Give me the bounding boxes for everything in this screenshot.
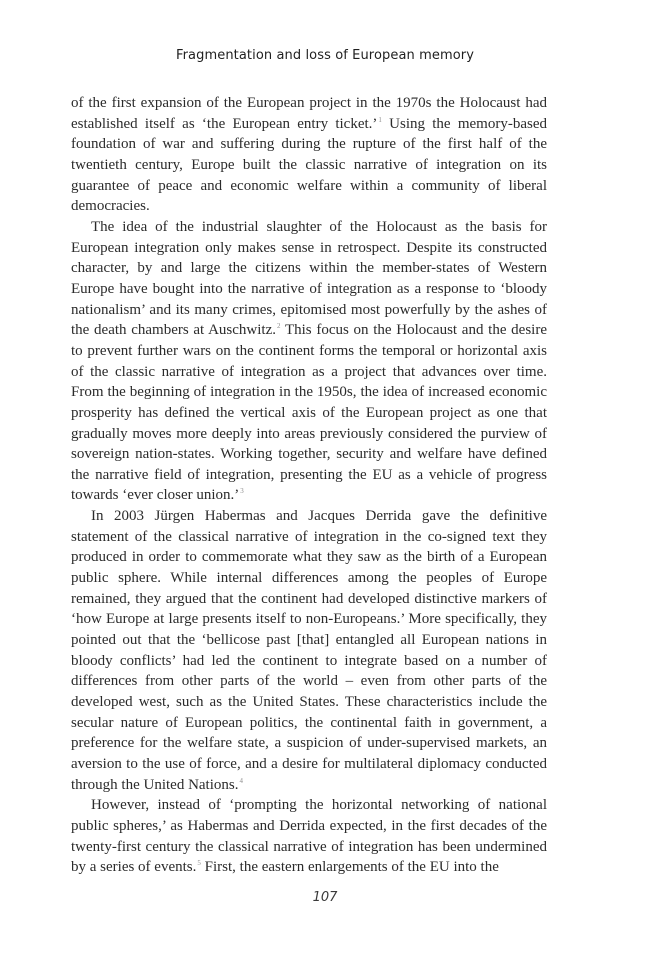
footnote-marker[interactable]: 3 — [240, 487, 244, 496]
paragraph-text: First, the eastern enlargements of the EU into the — [200, 859, 499, 876]
paragraph — [71, 93, 547, 217]
paragraph — [71, 795, 547, 878]
running-head: Fragmentation and loss of European memory — [175, 48, 475, 63]
footnote-marker[interactable]: 5 — [197, 859, 201, 868]
paragraph-text: This focus on the Holocaust and the desire to prevent further wars on the continent forms the temporal or horizontal axis of the classic narrative of integration as a project that advances over time. From the beginning of integration in the 1950s, the idea of increased economic prosperity has defined the vertical axis of the European project as one that gradually moves more deeply into areas previously considered the purview of sovereign nation-states. Working together, security and welfare have defined the narrative field of integration, presenting the EU as a vehicle of progress towards ‘ever closer union.’ — [71, 322, 547, 504]
body-text — [71, 93, 547, 878]
paragraph-text: However, instead of ‘prompting the horizontal networking of national public spheres,’ as Habermas and Derrida expected, in the first decades of the twenty-first century the classical narrative of integration has been undermined by a series of events. — [71, 797, 547, 876]
paragraph-text: The idea of the industrial slaughter of the Holocaust as the basis for European integration only makes sense in retrospect. Despite its constructed character, by and large the citizens within the member-states of Western Europe have bought into the narrative of integration as a response to ‘bloody nationalism’ and its many crimes, epitomised most powerfully by the ashes of the death chambers at Auschwitz. — [71, 218, 547, 339]
paragraph-text: In 2003 Jürgen Habermas and Jacques Derrida gave the definitive statement of the classical narrative of integration in the co-signed text they produced in order to commemorate what they saw as the birth of a European public sphere. While internal differences among the peoples of Europe remained, they argued that the continent had developed distinctive markers of ‘how Europe at large presents itself to non-Europeans.’ More specifically, they pointed out that the ‘bellicose past [that] entangled all European nations in bloody conflicts’ had led the continent to integrate based on a number of differences from other parts of the world – even from other parts of the developed west, such as the United States. These characteristics include the secular nature of European politics, the continental faith in government, a preference for the welfare state, a suspicion of under-supervised markets, an aversion to the use of force, and a desire for multilateral diplomacy conducted through the United Nations. — [71, 508, 547, 793]
paragraph — [71, 506, 547, 795]
footnote-marker[interactable]: 4 — [239, 776, 243, 785]
paragraph-text: Using the memory-based foundation of war and suffering during the rupture of the first half of the twentieth century, Europe built the classic narrative of integration on its guarantee of peace and economic welfare within a community of liberal democracies. — [71, 115, 547, 215]
page-number: 107 — [312, 890, 338, 905]
footnote-marker[interactable]: 1 — [378, 115, 382, 124]
footnote-marker[interactable]: 2 — [277, 322, 281, 331]
paragraph-text: of the first expansion of the European project in the 1970s the Holocaust had established itself as ‘the European entry ticket.’ — [71, 95, 547, 132]
paragraph — [71, 217, 547, 506]
